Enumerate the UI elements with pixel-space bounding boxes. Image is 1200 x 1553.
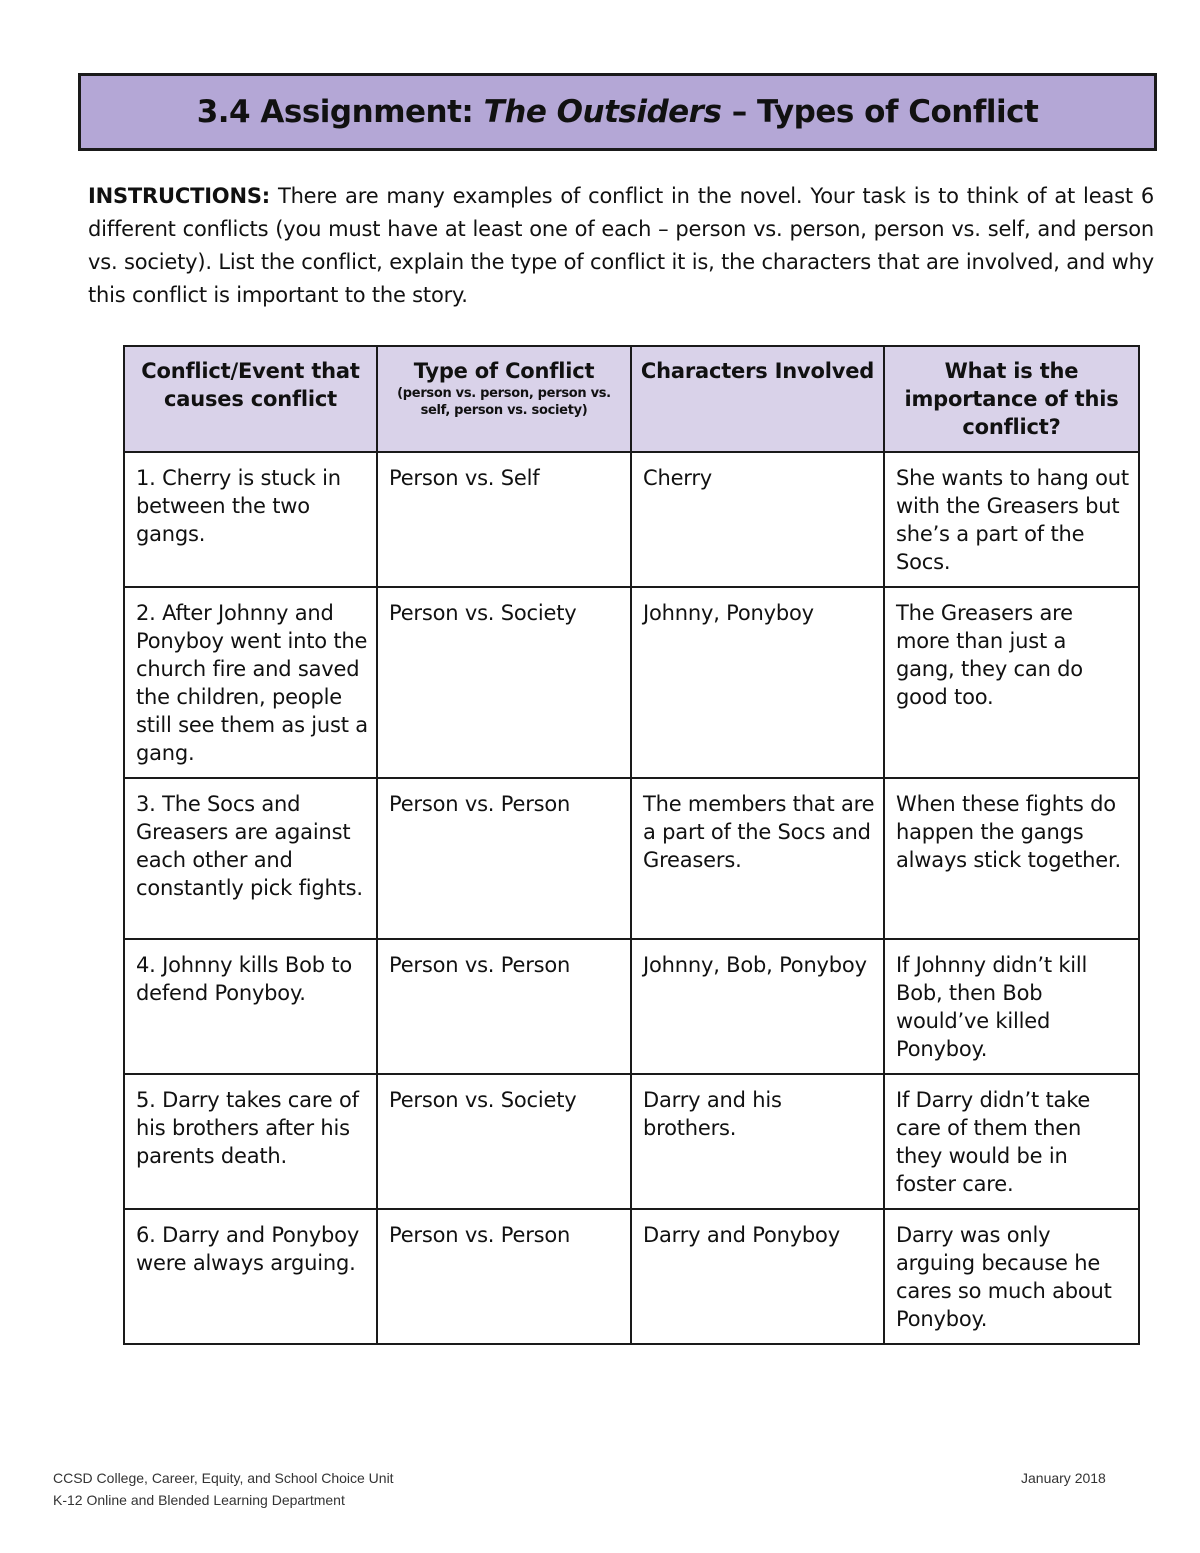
- conflict-table: [123, 345, 1140, 1345]
- instructions-text: There are many examples of conflict in the novel. Your task is to think of at least 6 different conflicts (you must have at least one of each – person vs. person, person vs. self, and person vs. society). List the conflict, explain the type of conflict it is, the characters that are involved, and why this conflict is important to the story.: [88, 184, 1154, 307]
- cell-characters: Johnny, Ponyboy: [631, 587, 884, 778]
- cell-characters: Darry and Ponyboy: [631, 1209, 884, 1344]
- cell-conflict: 6. Darry and Ponyboy were always arguing.: [124, 1209, 377, 1344]
- cell-type: Person vs. Society: [377, 1074, 631, 1209]
- header-label: Conflict/Event that causes conflict: [141, 359, 360, 411]
- cell-type: Person vs. Person: [377, 939, 631, 1074]
- header-label: Characters Involved: [640, 359, 875, 383]
- title-book: The Outsiders: [483, 94, 722, 130]
- footer-line-1: CCSD College, Career, Equity, and School Choice Unit: [53, 1470, 394, 1486]
- cell-characters: The members that are a part of the Socs and Greasers.: [631, 778, 884, 939]
- cell-importance: When these fights do happen the gangs always stick together.: [884, 778, 1139, 939]
- header-row: [124, 346, 1139, 452]
- header-type-of-conflict: [377, 346, 631, 452]
- cell-importance: The Greasers are more than just a gang, they can do good too.: [884, 587, 1139, 778]
- title-prefix: 3.4 Assignment:: [196, 94, 484, 130]
- cell-type: Person vs. Self: [377, 452, 631, 587]
- table-row: [124, 587, 1139, 778]
- instructions-label: INSTRUCTIONS:: [88, 184, 270, 208]
- cell-characters: Cherry: [631, 452, 884, 587]
- header-importance: [884, 346, 1139, 452]
- table-row: [124, 939, 1139, 1074]
- header-sublabel: (person vs. person, person vs. self, person vs. society): [397, 386, 611, 418]
- cell-conflict: 1. Cherry is stuck in between the two gangs.: [124, 452, 377, 587]
- header-characters-involved: [631, 346, 884, 452]
- cell-type: Person vs. Society: [377, 587, 631, 778]
- cell-importance: If Darry didn’t take care of them then they would be in foster care.: [884, 1074, 1139, 1209]
- table-row: [124, 1074, 1139, 1209]
- cell-importance: She wants to hang out with the Greasers but she’s a part of the Socs.: [884, 452, 1139, 587]
- header-label: What is the importance of this conflict?: [904, 359, 1119, 439]
- instructions: [88, 180, 1154, 312]
- title-suffix: – Types of Conflict: [721, 94, 1039, 130]
- cell-type: Person vs. Person: [377, 1209, 631, 1344]
- cell-conflict: 4. Johnny kills Bob to defend Ponyboy.: [124, 939, 377, 1074]
- table-row: [124, 1209, 1139, 1344]
- cell-characters: Darry and his brothers.: [631, 1074, 884, 1209]
- footer-date: January 2018: [1021, 1470, 1106, 1486]
- cell-importance: Darry was only arguing because he cares so much about Ponyboy.: [884, 1209, 1139, 1344]
- table-row: [124, 778, 1139, 939]
- header-label: Type of Conflict: [413, 359, 595, 383]
- footer-department: [53, 1467, 394, 1511]
- cell-characters: Johnny, Bob, Ponyboy: [631, 939, 884, 1074]
- footer-line-2: K-12 Online and Blended Learning Department: [53, 1492, 345, 1508]
- cell-conflict: 5. Darry takes care of his brothers after his parents death.: [124, 1074, 377, 1209]
- cell-importance: If Johnny didn’t kill Bob, then Bob would’ve killed Ponyboy.: [884, 939, 1139, 1074]
- cell-conflict: 3. The Socs and Greasers are against each other and constantly pick fights.: [124, 778, 377, 939]
- title-box: [78, 73, 1157, 151]
- page-title: [197, 94, 1039, 130]
- cell-conflict: 2. After Johnny and Ponyboy went into the church fire and saved the children, people still see them as just a gang.: [124, 587, 377, 778]
- header-conflict-event: [124, 346, 377, 452]
- table-row: [124, 452, 1139, 587]
- cell-type: Person vs. Person: [377, 778, 631, 939]
